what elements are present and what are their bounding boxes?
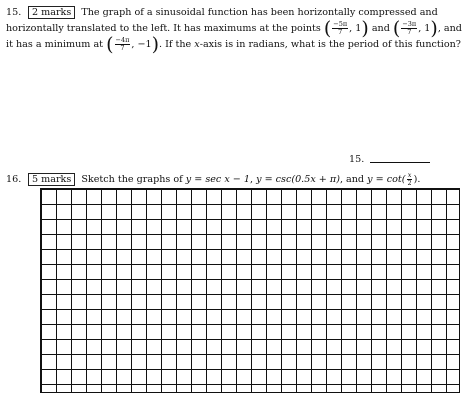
equation: y = cot(	[367, 174, 406, 185]
fraction: $\frac{-5\pi}{7}$	[333, 20, 348, 36]
equation: y = sec x − 1	[185, 174, 250, 185]
question-15: 15. 2 marks The graph of a sinusoidal function has been horizontally compressed and horizontally translated to the left. It has maximums at the points ( $\frac{-5\pi}{7}$ , 1) and ( $\frac{-3\pi}{7}$ , 1), and it has a minimum at ( $\frac{-4\pi}{7}$ , −1). If the x-axis is in radians, what is the period of this function?	[6, 7, 462, 56]
question-16: 16. 5 marks Sketch the graphs of y = sec x − 1, y = csc(0.5x + π), and y = cot( $\frac{x}{2}$ ).	[6, 171, 421, 187]
answer-blank[interactable]	[370, 162, 430, 163]
answer-label: 15.	[349, 154, 365, 165]
fraction: $\frac{-3\pi}{7}$	[402, 20, 417, 36]
question-text: The graph of a sinusoidal function has been horizontally compressed and horizontally translated to the left. It has maximums at the points	[6, 7, 438, 34]
fraction: $\frac{x}{2}$	[407, 171, 412, 187]
question-number: 16.	[6, 174, 22, 185]
marks-badge: 2 marks	[28, 6, 75, 19]
equation: y = csc(0.5x + π)	[256, 174, 340, 185]
question-text: Sketch the graphs of	[81, 174, 186, 185]
fraction: $\frac{-4\pi}{7}$	[115, 36, 130, 52]
question-number: 15.	[6, 7, 22, 18]
graph-grid[interactable]	[40, 188, 460, 393]
answer-15	[349, 154, 430, 165]
marks-badge: 5 marks	[28, 173, 75, 186]
